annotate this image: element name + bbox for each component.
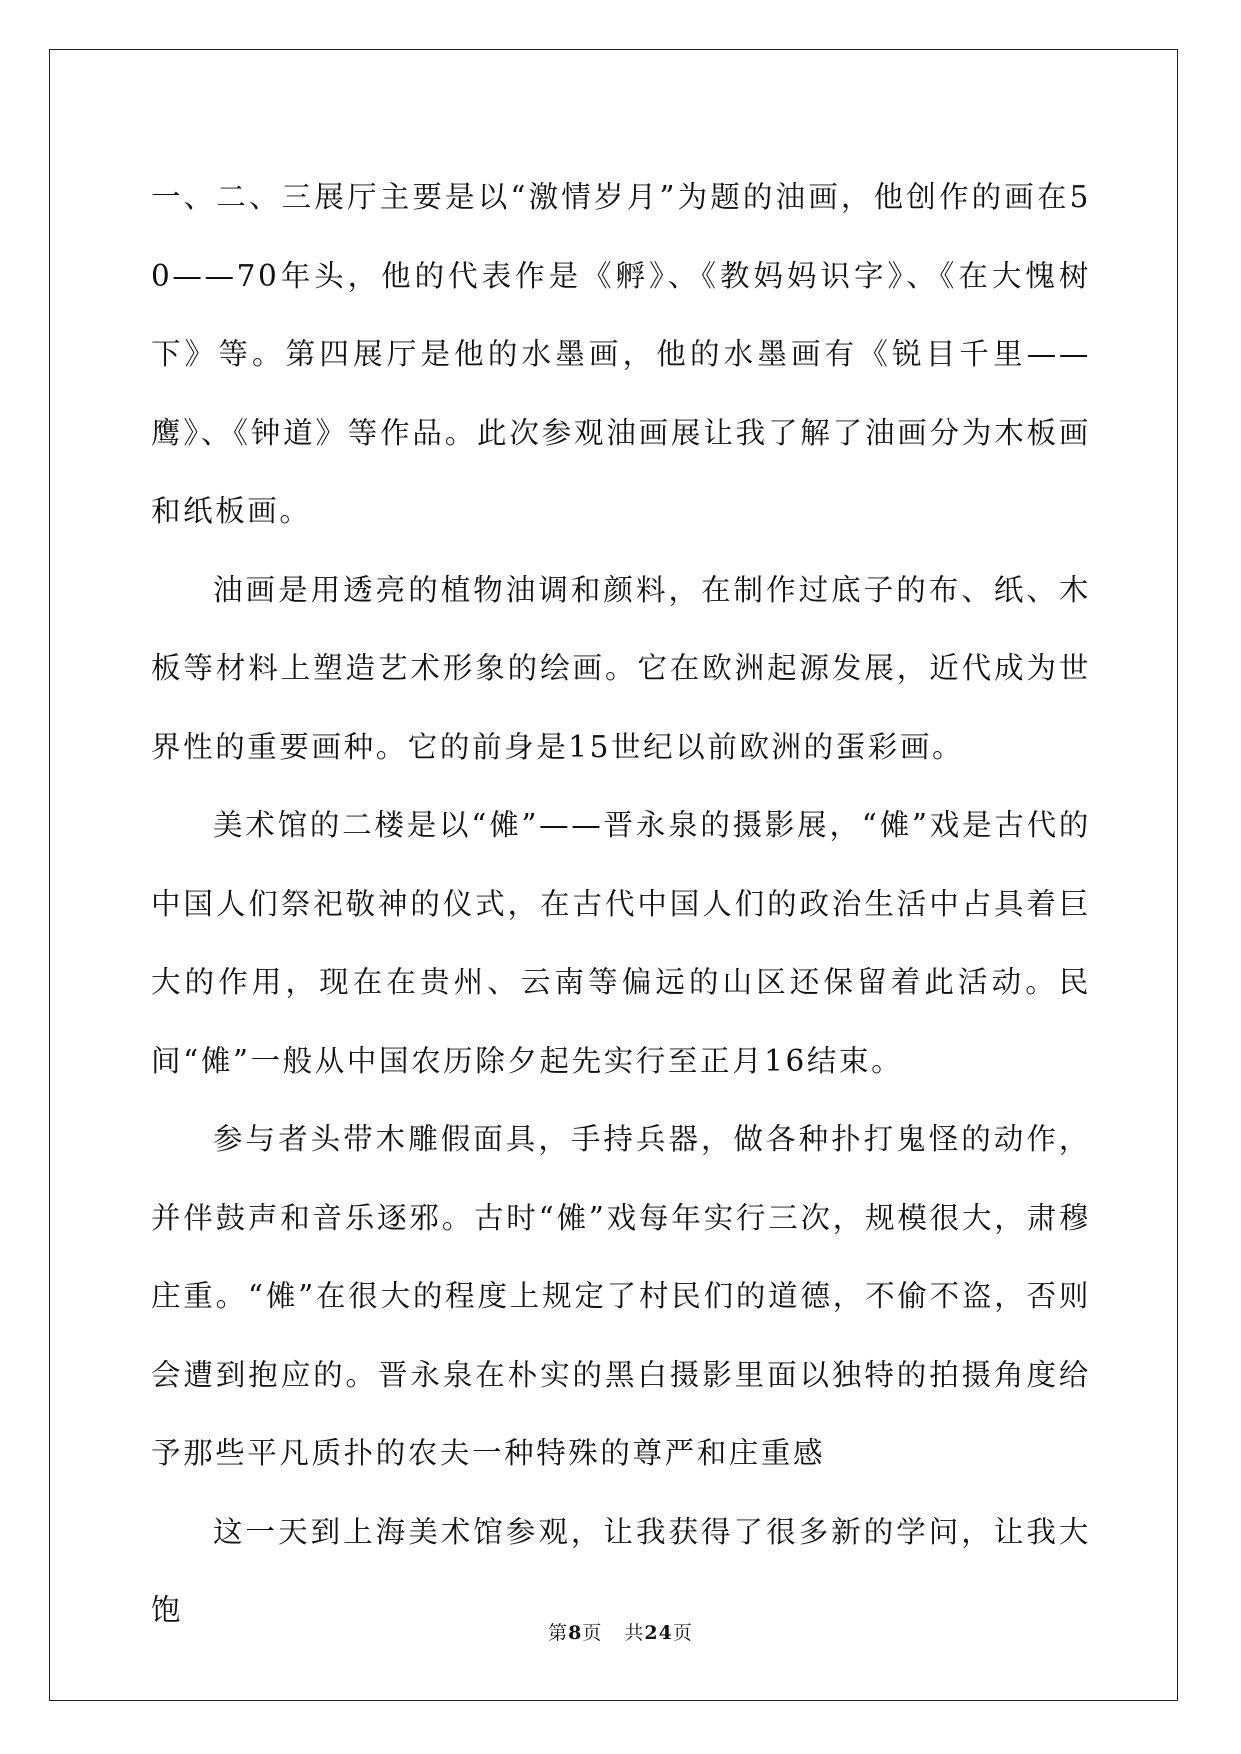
- page-suffix: 页: [582, 1622, 603, 1644]
- document-body: [151, 158, 1091, 1650]
- page-number: 8: [568, 1622, 583, 1644]
- paragraph-oil-painting: 油画是用透亮的植物油调和颜料，在制作过底子的布、纸、木板等材料上塑造艺术形象的绘画。它在欧洲起源发展，近代成为世界性的重要画种。它的前身是15世纪以前欧洲的蛋彩画。: [151, 572, 1091, 764]
- paragraph-conclusion: 这一天到上海美术馆参观，让我获得了很多新的学问，让我大饱: [151, 1514, 1091, 1627]
- paragraph-nuo-ritual: 参与者头带木雕假面具，手持兵器，做各种扑打鬼怪的动作，并伴鼓声和音乐逐邪。古时“傩”戏每年实行三次，规模很大，肃穆庄重。“傩”在很大的程度上规定了村民们的道德，不偷不盗，否则会遭到抱应的。晋永泉在朴实的黑白摄影里面以独特的拍摄角度给予那些平凡质扑的农夫一种特殊的尊严和庄重感: [151, 1122, 1091, 1470]
- page-prefix: 第: [548, 1622, 569, 1644]
- total-prefix: 共: [624, 1622, 645, 1644]
- paragraph-exhibition-halls: 一、二、三展厅主要是以“激情岁月”为题的油画，他创作的画在50——70年头，他的代表作是《孵》、《教妈妈识字》、《在大愧树下》等。第四展厅是他的水墨画，他的水墨画有《锐目千里——鹰》、《钟道》等作品。此次参观油画展让我了解了油画分为木板画和纸板画。: [151, 180, 1091, 528]
- paragraph-nuo-photography: 美术馆的二楼是以“傩”——晋永泉的摄影展，“傩”戏是古代的中国人们祭祀敬神的仪式，在古代中国人们的政治生活中占具着巨大的作用，现在在贵州、云南等偏远的山区还保留着此活动。民间“傩”一般从中国农历除夕起先实行至正月16结束。: [151, 808, 1091, 1078]
- page-footer: [0, 1620, 1241, 1646]
- total-suffix: 页: [672, 1622, 693, 1644]
- total-pages: 24: [644, 1622, 673, 1644]
